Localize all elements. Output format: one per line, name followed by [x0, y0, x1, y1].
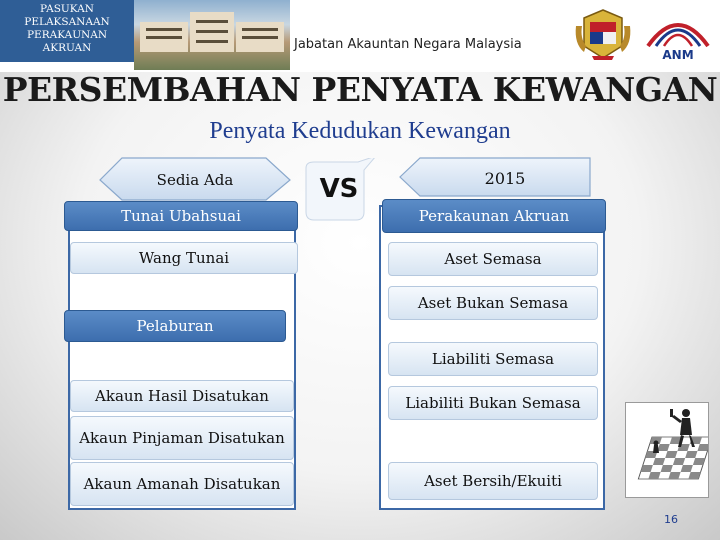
team-badge [0, 0, 134, 62]
badge-line-1: PASUKAN [40, 3, 94, 15]
left-item-consolidated-revenue: Akaun Hasil Disatukan [70, 380, 294, 412]
right-item-net-assets: Aset Bersih/Ekuiti [388, 462, 598, 500]
chess-illustration [625, 402, 709, 498]
left-item-investment: Pelaburan [64, 310, 286, 342]
right-column-header: 2015 [484, 168, 526, 188]
badge-line-4: AKRUAN [42, 42, 92, 54]
page-title: PERSEMBAHAN PENYATA KEWANGAN [2, 70, 718, 109]
chess-board-icon [626, 403, 708, 497]
badge-line-3: PERAKAUNAN [26, 29, 108, 41]
left-column-header: Sedia Ada [156, 170, 234, 189]
right-item-noncurrent-liabilities: Liabiliti Bukan Semasa [388, 386, 598, 420]
vs-label: VS [319, 174, 359, 204]
right-item-current-assets: Aset Semasa [388, 242, 598, 276]
right-heading-chip: Perakaunan Akruan [382, 199, 606, 233]
badge-line-2: PELAKSANAAN [24, 16, 110, 28]
left-heading-chip: Tunai Ubahsuai [64, 201, 298, 231]
building-photo [134, 0, 290, 70]
page-number: 16 [664, 513, 678, 526]
page-subtitle: Penyata Kedudukan Kewangan [209, 118, 511, 144]
agency-name: Jabatan Akauntan Negara Malaysia [294, 37, 522, 52]
left-item-consolidated-trust: Akaun Amanah Disatukan [70, 462, 294, 506]
anm-logo-text: ANM [662, 48, 694, 62]
right-item-current-liabilities: Liabiliti Semasa [388, 342, 598, 376]
right-item-noncurrent-assets: Aset Bukan Semasa [388, 286, 598, 320]
left-item-consolidated-loan: Akaun Pinjaman Disatukan [70, 416, 294, 460]
left-item-cash: Wang Tunai [70, 242, 298, 274]
anm-logo-icon [642, 6, 714, 62]
coat-of-arms-icon [572, 6, 634, 62]
